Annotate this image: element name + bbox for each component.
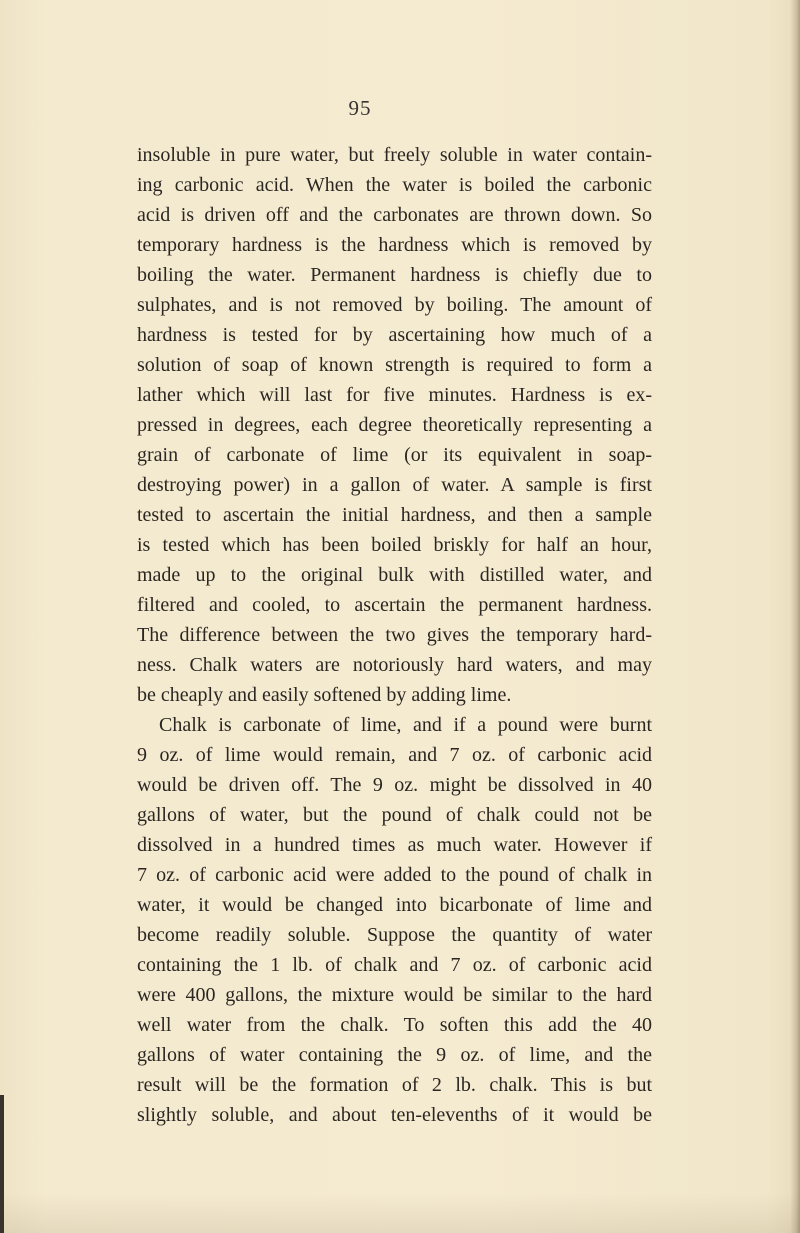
text-line: ing carbonic acid. When the water is boiled the carbonic xyxy=(137,174,652,196)
text-line: tested to ascertain the initial hardness, and then a sample xyxy=(137,504,652,526)
page-edge-shadow xyxy=(790,0,800,1233)
page-bottom-shadow xyxy=(0,1193,800,1233)
text-line: boiling the water. Permanent hardness is chiefly due to xyxy=(137,264,652,286)
text-line: become readily soluble. Suppose the quantity of water xyxy=(137,924,652,946)
text-line: is tested which has been boiled briskly for half an hour, xyxy=(137,534,652,556)
text-line: well water from the chalk. To soften this add the 40 xyxy=(137,1014,652,1036)
text-line: acid is driven off and the carbonates are thrown down. So xyxy=(137,204,652,226)
text-line: be cheaply and easily softened by adding lime. xyxy=(137,684,512,706)
text-line: containing the 1 lb. of chalk and 7 oz. of carbonic acid xyxy=(137,954,652,976)
text-line: slightly soluble, and about ten-elevenths of it would be xyxy=(137,1104,652,1126)
text-line: The difference between the two gives the temporary hard- xyxy=(137,624,652,646)
text-line: Chalk is carbonate of lime, and if a pound were burnt xyxy=(159,714,652,736)
text-line: hardness is tested for by ascertaining how much of a xyxy=(137,324,652,346)
text-line: temporary hardness is the hardness which is removed by xyxy=(137,234,652,256)
text-line: water, it would be changed into bicarbonate of lime and xyxy=(137,894,652,916)
text-line: sulphates, and is not removed by boiling. The amount of xyxy=(137,294,652,316)
text-line: insoluble in pure water, but freely soluble in water contain- xyxy=(137,144,652,166)
text-line: pressed in degrees, each degree theoretically representing a xyxy=(137,414,652,436)
text-line: grain of carbonate of lime (or its equivalent in soap- xyxy=(137,444,652,466)
text-line: lather which will last for five minutes. Hardness is ex- xyxy=(137,384,652,406)
page-number: 95 xyxy=(348,96,372,120)
text-line: would be driven off. The 9 oz. might be dissolved in 40 xyxy=(137,774,652,796)
binding-edge-mark xyxy=(0,1095,4,1233)
text-line: result will be the formation of 2 lb. chalk. This is but xyxy=(137,1074,652,1096)
text-line: 7 oz. of carbonic acid were added to the pound of chalk in xyxy=(137,864,652,886)
text-line: gallons of water, but the pound of chalk could not be xyxy=(137,804,652,826)
text-line: destroying power) in a gallon of water. A sample is first xyxy=(137,474,652,496)
text-line: 9 oz. of lime would remain, and 7 oz. of carbonic acid xyxy=(137,744,652,766)
text-line: made up to the original bulk with distilled water, and xyxy=(137,564,652,586)
text-line: dissolved in a hundred times as much water. However if xyxy=(137,834,652,856)
text-line: gallons of water containing the 9 oz. of lime, and the xyxy=(137,1044,652,1066)
text-line: were 400 gallons, the mixture would be similar to the hard xyxy=(137,984,652,1006)
text-line: ness. Chalk waters are notoriously hard waters, and may xyxy=(137,654,652,676)
text-line: solution of soap of known strength is required to form a xyxy=(137,354,652,376)
body-text xyxy=(137,140,652,1130)
text-line: filtered and cooled, to ascertain the permanent hardness. xyxy=(137,594,652,616)
